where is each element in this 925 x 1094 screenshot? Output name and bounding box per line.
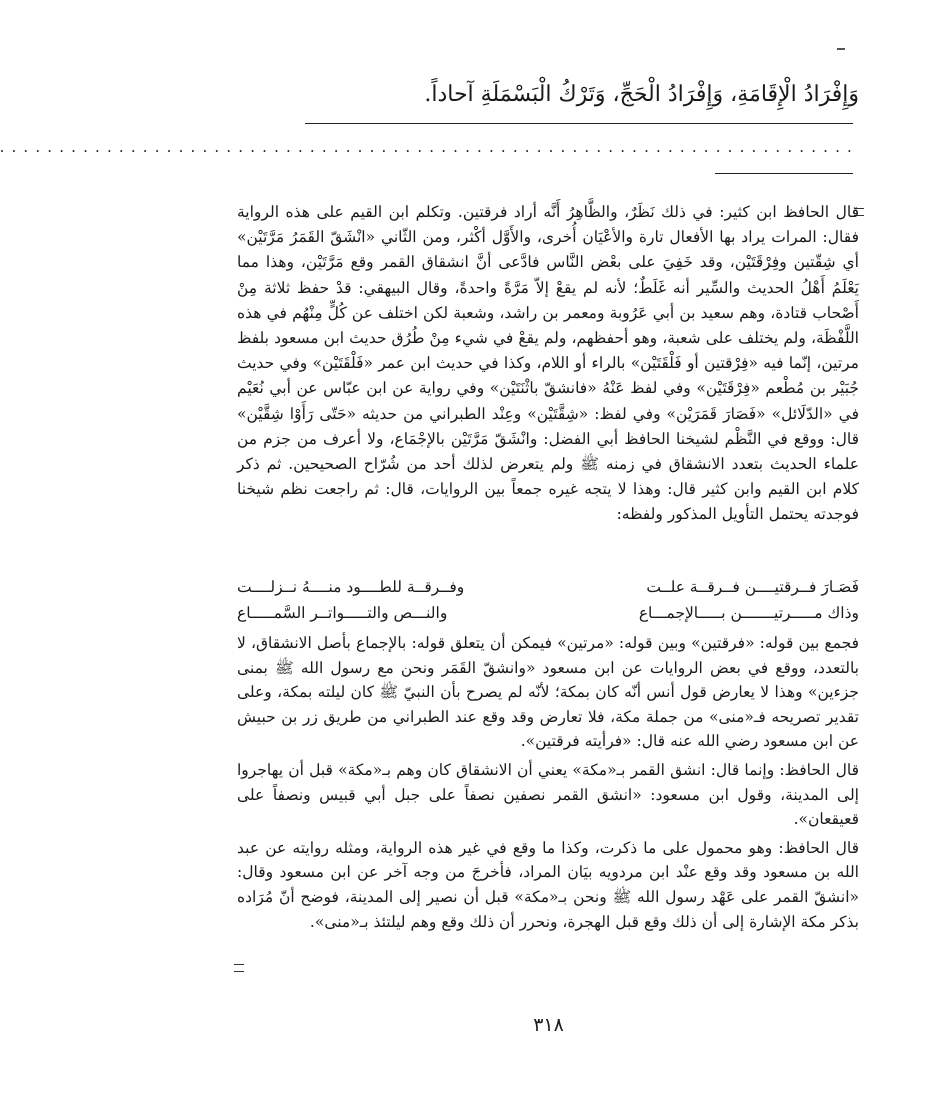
page-number: ٣١٨	[533, 1014, 564, 1036]
poem-verses	[237, 574, 859, 626]
commentary-paragraph: فجمع بين قوله: «فرقتين» وبين قوله: «مرتين» فيمكن أن يتعلق قوله: بالإجماع بأصل الانشقاق، لا بالتعدد، ووقع في بعض الروايات عن ابن مسعود «وانشقّ القَمَر ونحن مع رسول الله ﷺ بمنى جزءين» وهذا لا يعارض قول أنس أنّه كان بمكة؛ لأنّه لم يصرح بأن النبيّ ﷺ كان ليلته بمكة، وعلى تقدير تصريحه فـ«منى» من جملة مكة، فلا تعارض وقد وقع عند الطبراني من طريق زر بن حبيش عن ابن مسعود رضي الله عنه قال: «فرأيته فرقتين».	[237, 634, 859, 751]
poem-line	[237, 600, 859, 626]
poem-hemistich: فَصَـارَ فــرقتيــــن فــرقــة علــت	[646, 578, 859, 596]
margin-mark-bottom	[234, 964, 244, 972]
poem-hemistich: وفــرقــة للطــــود منــــهُ نــزلــــت	[237, 578, 465, 596]
commentary-text	[237, 200, 859, 528]
commentary-paragraph: قال الحافظ: وهو محمول على ما ذكرت، وكذا ما وقع في غير هذه الرواية، ومثله روايته عن عبد الله بن مسعود وقد وقع عنْد ابن مردويه بيَان المراد، فأخرجَ من وجه آخر عن ابن مسعود وقال: «انشقّ القمر على عَهْد رسول الله ﷺ ونحن بـ«مكة» قبل أن نصير إلى المدينة، فوضح أنّ مُرَاده بذكر مكة الإشارة إلى أن ذلك وقع قبل الهجرة، ونحرر أن ذلك وقع وهم ليلتئذ بـ«منى».	[237, 838, 859, 931]
commentary-paragraph: قال الحافظ ابن كثير: في ذلك نَظَرٌ، والظَّاهِرُ أَنَّه أراد فرقتين. وتكلم ابن القيم على هذه الرواية فقال: المرات يراد بها الأفعال تارة والأعْيَان أُخرى، والأَوَّل أكْثر، ومن الثّاني «انْشَقّ القَمَرُ مَرَّتَيْن» أي شِقّتين وفِرْقَتَيْن، وقد خَفِيَ على بعْض النَّاس فادَّعى أنَّ انشقاق القمر وقع مَرَّتَيْن، وهذا مما يَعْلَمُ أَهْلُ الحديث والسِّير أنه غَلَطٌ؛ لأنه لم يقعْ إلاّ مَرَّةً واحدةً، وقال البيهقي: قدْ حفظ ثلاثة مِنْ أَصْحاب قتادة، وهم سعيد بن أبي عَرُوبة ومعمر بن راشد، وشعبة لكن اختلف عن كُلٍّ مِنْهُم في هذه اللَّفْظَة، ولم يختلف على شعبة، وهو أحفظهم، ولم يقعْ في شيء مِنْ طُرُق حديث ابن مسعود بلفظ مرتين، إنّما فيه «فِرْقتين أو فَلْقَتَيْن» بالراء أو اللام، وكذا في حديث ابن عمر «فَلْقَتَيْن» وفي حديث جُبَيْر بن مُطْعم «فِرْقَتَيْن» وفي لفظ عَنْهُ «فانشقّ باثْنَتَيْن» وفي رواية عن ابن عبّاس عن أبي نُعَيْم في «الدّلَائل» «فَصَارَ قَمَرَيْن» وفي لفظ: «شِقَّتَيْن» وعِنْد الطبراني من حديثه «حَتّى رَأَوْا شِقَّيْن» قال: ووقع في النَّظْم لشيخنا الحافظ أبي الفضل: وانْشَقّ مَرَّتَيْن بالإجْمَاع، ولا أعرف من جزم من علماء الحديث بتعدد الانشقاق في زمنه ﷺ ولم يتعرض لذلك أحد من شُرّاح الصحيحين. ثم ذكر كلام ابن القيم وابن كثير قال: وهذا لا يتجه غيره جمعاً بين الروايات، قال: ثم راجعت نظم شيخنا فوجدته يحتمل التأويل المذكور ولفظه:	[237, 203, 859, 524]
horizontal-rule	[305, 123, 853, 124]
short-rule	[715, 173, 853, 174]
poem-hemistich: والنـــص والتـــــواتــر السَّمـــــاع	[237, 604, 448, 622]
verse-line-top: وَإِفْرَادُ الْإِقَامَةِ، وَإِفْرَادُ الْحَجِّ، وَتَرْكُ الْبَسْمَلَةِ آحاداً.	[424, 82, 859, 107]
commentary-text-continued	[237, 631, 859, 938]
dotted-line: . . . . . . . . . . . . . . . . . . . . . . . . . . . . . . . . . . . . . . . . . . . . . . . . . . . . . . . . . . . . . . . . . . . . . . . .	[0, 138, 853, 156]
poem-hemistich: وذاك مـــــرتيـــــــن بـــــالإجمـــاع	[638, 604, 859, 622]
commentary-paragraph: قال الحافظ: وإنما قال: انشق القمر بـ«مكة» يعني أن الانشقاق كان وهم بـ«مكة» قبل أن يهاجروا إلى المدينة، وقول ابن مسعود: «انشق القمر نصفين نصفاً على جبل أبي قبيس ونصفاً على قعيقعان».	[237, 760, 859, 829]
poem-line	[237, 574, 859, 600]
corner-mark	[837, 48, 845, 50]
